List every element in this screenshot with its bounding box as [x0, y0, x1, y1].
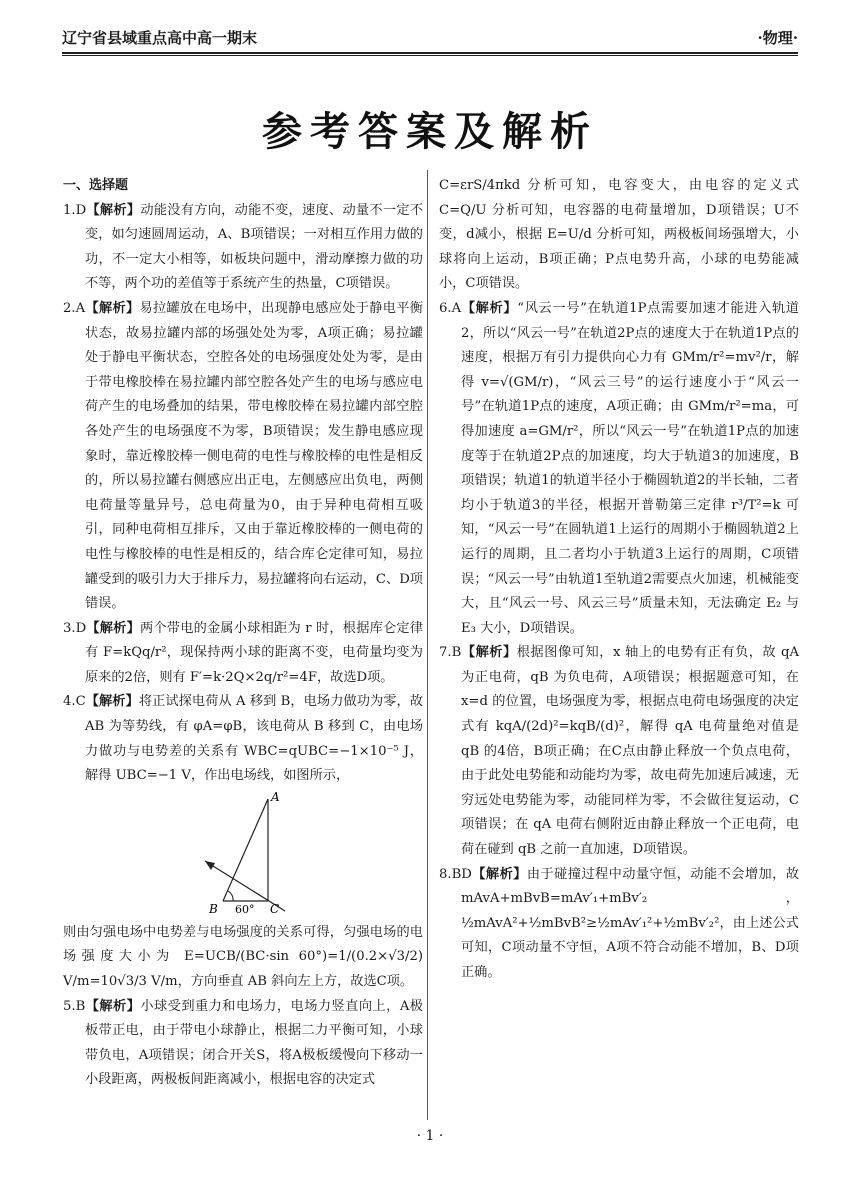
answer-text: 将正试探电荷从 A 移到 B，电场力做功为零，故 AB 为等势线，有 φA=φB，该电荷从 B 移到 C，由电场力做功与电势差的关系有 WBC=qUBC=−1×10⁻⁵ J，解得 UBC=−1 V，作出电场线，如图所示，	[85, 694, 424, 784]
analysis-tag: 【解析】	[86, 620, 140, 636]
field-line-figure	[63, 791, 423, 917]
header-subject: ·物理·	[757, 29, 798, 47]
label-a: A	[271, 790, 280, 804]
answer-number: 2.A	[63, 300, 86, 316]
answer-number: 1.D	[63, 202, 87, 218]
analysis-tag: 【解析】	[461, 300, 518, 316]
label-b: B	[209, 901, 218, 916]
answer-text: C=εrS/4πkd 分析可知，电容变大，由电容的定义式 C=Q/U 分析可知，电容器的电荷量增加，D项错误；U不变，d减小，根据 E=U/d 分析可知，两极板间场强增大，小球将向上运动，B项正确；P点电势升高，小球的电势能减小，C项错误。	[439, 178, 799, 292]
angle-arc	[228, 891, 233, 901]
page-title: 参考答案及解析	[262, 109, 598, 155]
answer-5	[63, 995, 423, 1093]
answer-text: “风云一号”在轨道1P点需要加速才能进入轨道2，所以“风云一号”在轨道2P点的速度大于在轨道1P点的速度，根据万有引力提供向心力有 GMm/r²=mv²/r，解得 v=√(GM/r)，“风云三号”的运行速度小于“风云一号”在轨道1P点的速度，A项正确；由 GMm/r²=ma，可得加速度 a=GM/r²，所以“风云一号”在轨道1P点的加速度等于在轨道2P点的加速度，均大于轨道3的加速度，B项错误；轨道1的轨道半径小于椭圆轨道2的半长轴，二者均小于轨道3的半径，根据开普勒第三定律 r³/T²=k 可知，“风云一号”在圆轨道1上运行的周期小于椭圆轨道2上运行的周期，且二者均小于轨道3上运行的周期，C项错误；“风云一号”由轨道1至轨道2需要点火加速，机械能变大，且“风云一号、风云三号”质量未知，无法确定 E₂ 与 E₃ 大小，D项错误。	[461, 300, 799, 636]
answer-text: 则由匀强电场中电势差与电场强度的关系可得，匀强电场的电场强度大小为 E=UCB/(BC·sin 60°)=1/(0.2×√3/2) V/m=10√3/3 V/m，方向垂直 AB 斜向左上方，故选C项。	[63, 924, 423, 990]
label-c: C	[270, 901, 280, 916]
answer-5-continued	[439, 174, 799, 297]
answer-text: 由于碰撞过程中动量守恒，动能不会增加，故 mAvA+mBvB=mAv′₁+mBv′₂，½mAvA²+½mBvB²≥½mAv′₁²+½mBv′₂²，由上述公式可知，C项动量不守恒，A项不符合动能不增加，B、D项正确。	[461, 866, 800, 980]
answer-number: 6.A	[439, 300, 462, 316]
answer-text: 易拉罐放在电场中，出现静电感应处于静电平衡状态，故易拉罐内部的场强处处为零，A项正确；易拉罐处于静电平衡状态，空腔各处的电场强度处处为零，是由于带电橡胶棒在易拉罐内部空腔各处产生的电场与感应电荷产生的电场叠加的结果，带电橡胶棒在易拉罐内部空腔各处产生的电场强度不为零，B项错误；发生静电感应现象时，靠近橡胶棒一侧电荷的电性与橡胶棒的电性是相反的，所以易拉罐右侧感应出正电，左侧感应出负电，两侧电荷量等量异号，总电荷量为0，由于异种电荷相互吸引，同种电荷相互排斥，又由于靠近橡胶棒的一侧电荷的电性与橡胶棒的电性是相反的，结合库仑定律可知，易拉罐受到的吸引力大于排斥力，易拉罐将向右运动，C、D项错误。	[85, 300, 423, 612]
field-arrow-head	[205, 861, 215, 870]
answer-number: 8.BD	[439, 866, 472, 882]
section-heading: 一、选择题	[63, 178, 129, 193]
answer-number: 4.C	[63, 694, 86, 710]
column-divider	[427, 170, 428, 1120]
answer-number: 7.B	[439, 645, 462, 661]
answer-7	[439, 641, 799, 862]
label-angle: 60°	[235, 902, 255, 916]
analysis-tag: 【解析】	[85, 998, 141, 1014]
answer-text: 根据图像可知，x 轴上的电势有正有负，故 qA 为正电荷，qB 为负电荷，A项错误；根据题意可知，在 x=d 的位置，电场强度为零，根据点电荷电场强度的决定式有 kqA/(2d)²=kqB/(d)²，解得 qA 电荷量绝对值是 qB 的4倍，B项正确；在C点由静止释放一个负点电荷，由于此处电势能和动能均为零，故电荷先加速后减速，无穷远处电势能为零，动能同样为零，不会做往复运动，C项错误；在 qA 电荷右侧附近由静止释放一个正电荷，电荷在碰到 qB 之前一直加速，D项错误。	[461, 645, 799, 858]
answer-number: 5.B	[63, 998, 86, 1014]
answer-4-continued	[63, 921, 423, 995]
answer-4	[63, 690, 423, 788]
answer-2	[63, 297, 423, 617]
analysis-tag: 【解析】	[85, 694, 139, 710]
analysis-tag: 【解析】	[86, 202, 141, 218]
answer-6	[439, 297, 799, 641]
page-number: · 1 ·	[416, 1128, 444, 1144]
analysis-tag: 【解析】	[461, 645, 517, 661]
answer-8	[439, 863, 799, 986]
page-header	[62, 26, 798, 48]
left-column	[63, 174, 423, 1093]
answer-text: 两个带电的金属小球相距为 r 时，根据库仑定律有 F=kQq/r²，现保持两小球的距离不变，电荷量均变为原来的2倍，则有 F′=k·2Q×2q/r²=4F，故选D项。	[85, 620, 424, 685]
header-rule	[62, 52, 798, 54]
header-rule-thin	[62, 55, 798, 56]
analysis-tag: 【解析】	[471, 866, 527, 882]
answer-text: 动能没有方向，动能不变，速度、动量不一定不变，如匀速圆周运动，A、B项错误；一对相互作用力做的功，不一定大小相等，如板块问题中，滑动摩擦力做的功不等，两个功的差值等于系统产生的热量，C项错误。	[85, 202, 424, 292]
answer-text: 小球受到重力和电场力，电场力竖直向上，A极板带正电，由于带电小球静止，根据二力平衡可知，小球带负电，A项错误；闭合开关S，将A极板缓慢向下移动一小段距离，两极板间距离减小，根据电容的决定式	[85, 998, 423, 1088]
right-column	[439, 174, 799, 986]
answer-3	[63, 617, 423, 691]
answer-number: 3.D	[63, 620, 87, 636]
header-exam-name: 辽宁省县域重点高中高一期末	[62, 29, 258, 47]
analysis-tag: 【解析】	[85, 300, 140, 316]
answer-1	[63, 199, 423, 297]
